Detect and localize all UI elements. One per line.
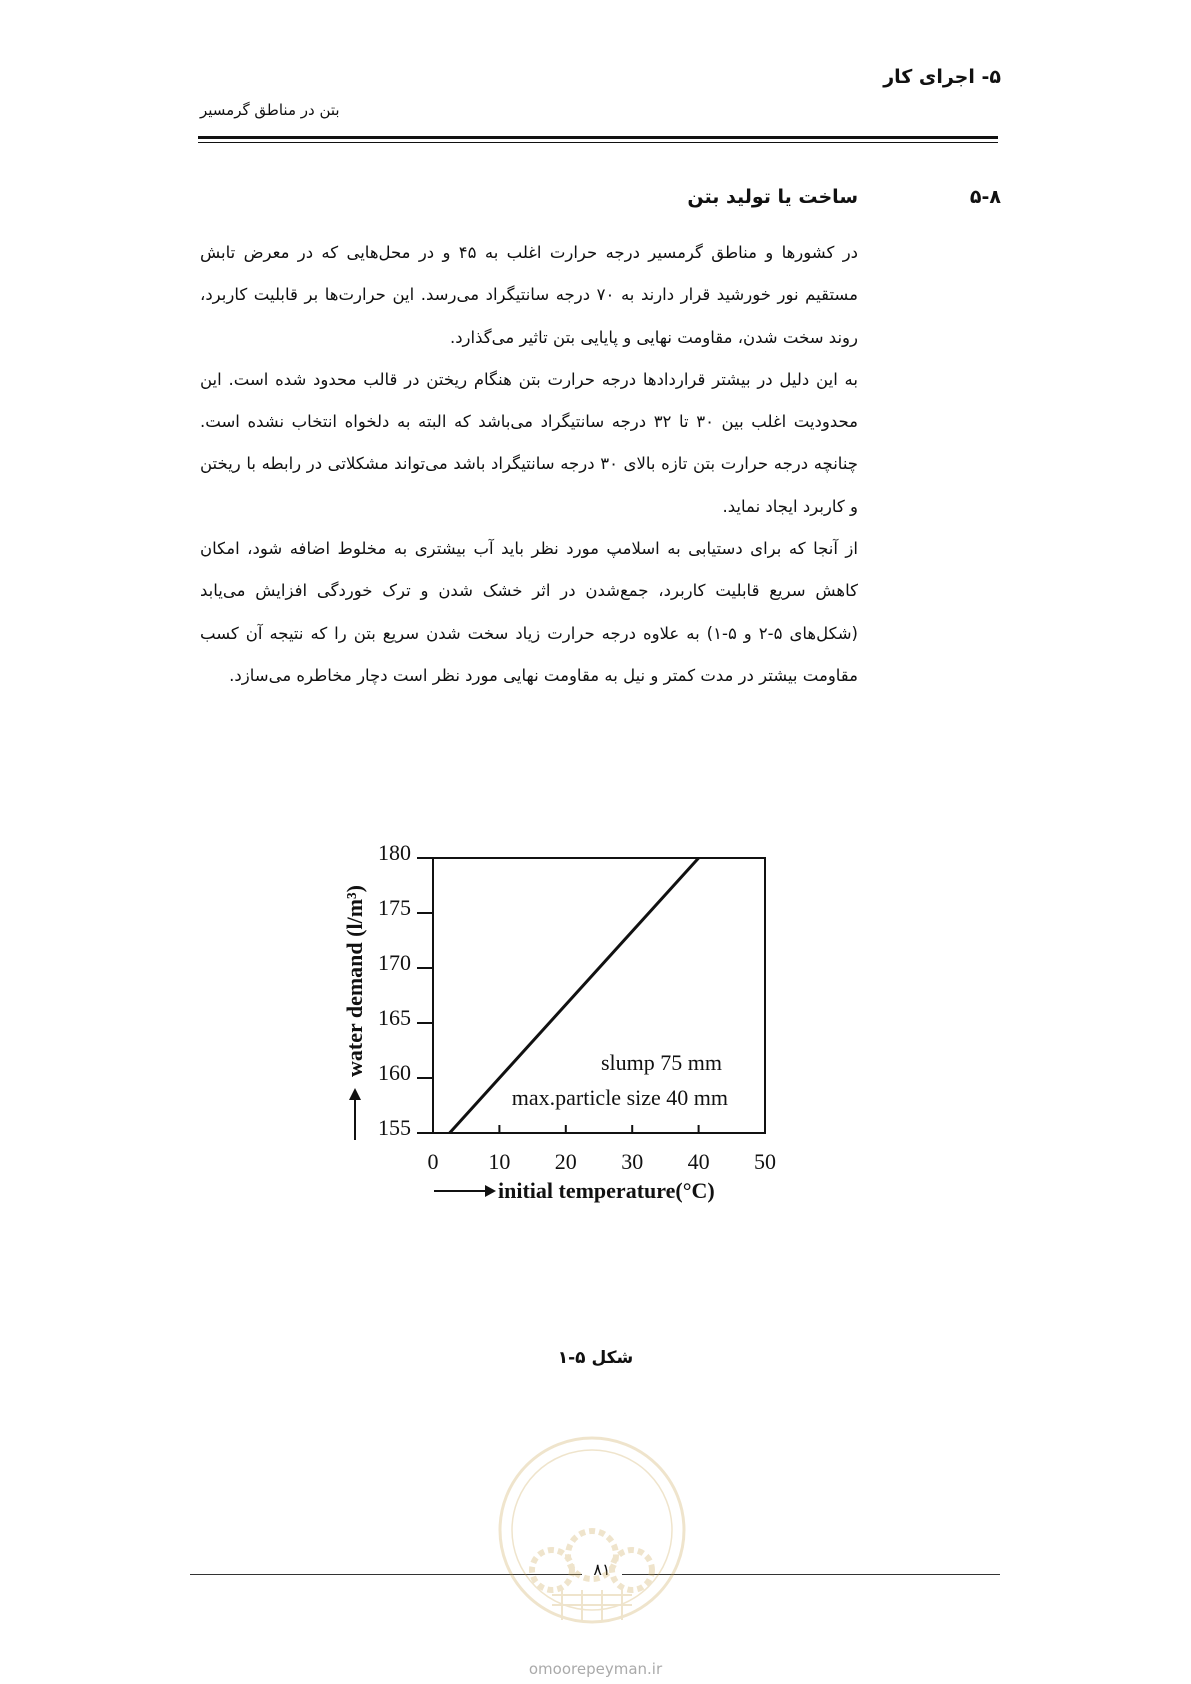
header-rule-thin — [198, 142, 998, 143]
y-tick-label: 175 — [378, 895, 411, 920]
x-axis-arrow-head — [485, 1185, 496, 1197]
page-number: ۸۱ — [582, 1560, 622, 1579]
y-tick-label: 155 — [378, 1115, 411, 1140]
x-tick-label: 0 — [427, 1149, 439, 1174]
x-tick-label: 10 — [488, 1149, 511, 1174]
figure-caption: شکل ۵-۱ — [557, 1348, 634, 1368]
y-tick-label: 160 — [378, 1060, 411, 1085]
x-tick-label: 30 — [621, 1149, 644, 1174]
plot-area — [342, 840, 776, 1203]
annotation-particle-size: max.particle size 40 mm — [511, 1085, 728, 1110]
x-tick-label: 20 — [554, 1149, 577, 1174]
y-tick-label: 170 — [378, 950, 411, 975]
body-text — [200, 232, 858, 697]
watermark-logo — [492, 1430, 692, 1630]
y-axis-arrow-head — [349, 1088, 361, 1100]
chapter-heading: ۵- اجرای کار — [883, 66, 1001, 88]
section-title: ساخت یا تولید بتن — [687, 186, 858, 208]
paragraph: در کشورها و مناطق گرمسیر درجه حرارت اغلب به ۴۵ و در محل‌هایی که در معرض تابش مستقیم نور خورشید قرار دارند به ۷۰ درجه سانتیگراد می‌رسد. این حرارت‌ها بر قابلیت کاربرد، روند سخت شدن، مقاومت نهایی و پایایی بتن تاثیر می‌گذارد. — [200, 243, 859, 347]
x-axis-label: initial temperature(°C) — [498, 1178, 715, 1203]
paragraph: به این دلیل در بیشتر قراردادها درجه حرارت بتن هنگام ریختن در قالب محدود شده است. این محدودیت اغلب بین ۳۰ تا ۳۲ درجه سانتیگراد می‌باشد که البته به دلخواه انتخاب نشده است. چنانچه درجه حرارت بتن تازه بالای ۳۰ درجه سانتیگراد باشد می‌تواند مشکلاتی در رابطه با ریختن و کاربرد ایجاد نماید. — [200, 369, 859, 516]
y-tick-label: 165 — [378, 1005, 411, 1030]
section-number: ۵-۸ — [969, 186, 1001, 208]
x-tick-label: 40 — [687, 1149, 710, 1174]
paragraph: از آنجا که برای دستیابی به اسلامپ مورد نظر باید آب بیشتری به مخلوط اضافه شود، امکان کاهش سریع قابلیت کاربرد، جمع‌شدن در اثر خشک شدن و ترک خوردگی افزایش می‌یابد (شکل‌های ۵-۲ و ۵-۱) به علاوه درجه حرارت زیاد سخت شدن سریع بتن را که نتیجه آن کسب مقاومت بیشتر در مدت کمتر و نیل به مقاومت نهایی مورد نظر است دچار مخاطره می‌سازد. — [200, 539, 858, 685]
y-tick-label: 180 — [378, 840, 411, 865]
figure-chart — [342, 840, 830, 1305]
x-tick-label: 50 — [754, 1149, 776, 1174]
watermark-site-text: omoorepeyman.ir — [528, 1660, 663, 1678]
running-header-book-title: بتن در مناطق گرمسیر — [200, 101, 340, 119]
y-axis-label: water demand (l/m³) — [342, 885, 367, 1077]
header-rule-thick — [198, 136, 998, 139]
annotation-slump: slump 75 mm — [600, 1050, 722, 1075]
